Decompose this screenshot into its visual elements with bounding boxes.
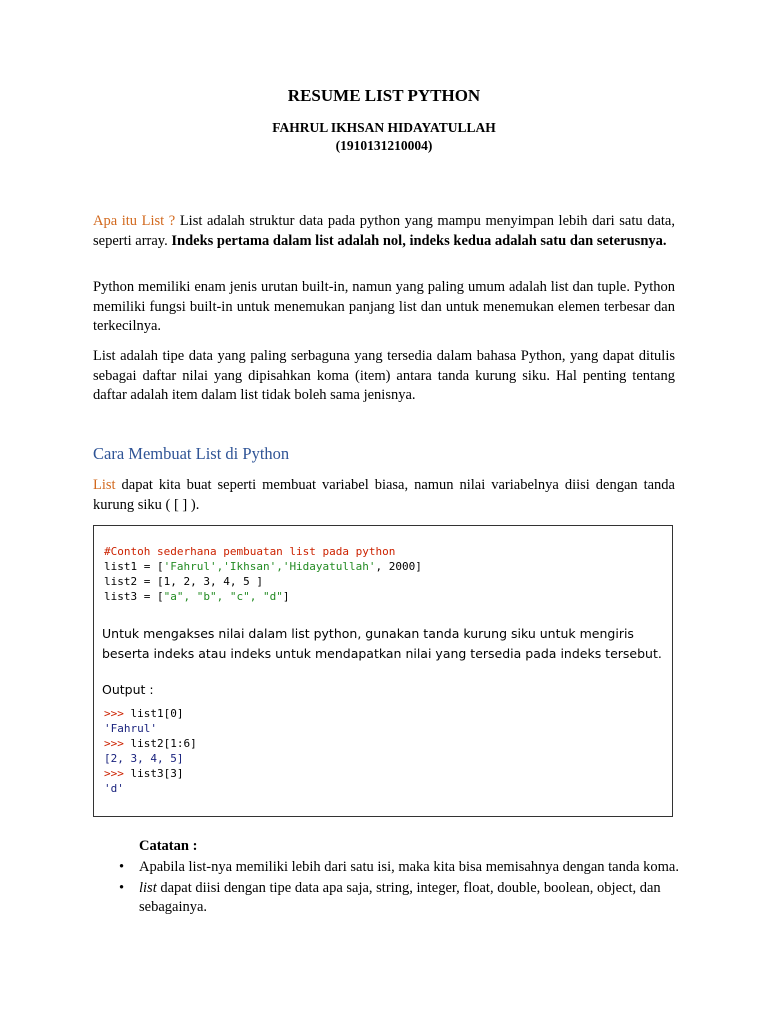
section-text: dapat kita buat seperti membuat variabel biasa, namun nilai variabelnya diisi dengan tanda kurung siku ( [ ] ). [93,477,675,513]
list-item: • list dapat diisi dengan tipe data apa saja, string, integer, float, double, boolean, object, dan sebagainya. [119,879,661,915]
notes-title: Catatan : [139,838,198,854]
author-name: FAHRUL IKHSAN HIDAYATULLAH [272,120,496,135]
output-line-2: 'Fahrul' [104,722,157,735]
output-line-1: >>> list1[0] [104,707,184,720]
bullet-icon: • [119,879,125,896]
code-output [104,706,197,796]
section-paragraph [93,476,675,515]
list-item: • Apabila list-nya memiliki lebih dari satu isi, maka kita bisa memisahnya dengan tanda koma. [119,858,679,878]
section-heading: Cara Membuat List di Python [93,444,290,463]
paragraph-builtin: Python memiliki enam jenis urutan built-in, namun yang paling umum adalah list dan tuple. Python memiliki fungsi built-in untuk menemukan panjang list dan untuk menemukan elemen terbesar dan terkecilnya. [93,279,675,334]
code-line-3: list3 = ["a", "b", "c", "d"] [104,590,290,603]
code-comment: #Contoh sederhana pembuatan list pada python [104,545,396,558]
code-line-1: list1 = ['Fahrul','Ikhsan','Hidayatullah', 2000] [104,560,422,573]
notes-list [119,858,679,919]
intro-text: List adalah struktur data pada python yang mampu menyimpan lebih dari satu data, seperti array. [93,213,675,249]
paragraph-datatype: List adalah tipe data yang paling serbaguna yang tersedia dalam bahasa Python, yang dapat ditulis sebagai daftar nilai yang dipisahkan koma (item) antara tanda kurung siku. Hal penting tentang daftar adalah item dalam list tidak boleh sama jenisnya. [93,348,675,403]
access-description: Untuk mengakses nilai dalam list python, gunakan tanda kurung siku untuk mengiris beserta indeks atau indeks untuk mendapatkan nilai yang tersedia pada indeks tersebut. [102,626,662,661]
output-line-5: >>> list3[3] [104,767,184,780]
section-lead: List [93,477,116,493]
document-title: RESUME LIST PYTHON [287,86,481,105]
intro-bold: Indeks pertama dalam list adalah nol, indeks kedua adalah satu dan seterusnya. [171,232,667,249]
code-example [104,544,422,604]
output-line-6: 'd' [104,782,124,795]
bullet-icon: • [119,859,125,875]
code-box [93,525,673,817]
intro-lead: Apa itu List ? [93,213,176,229]
code-line-2: list2 = [1, 2, 3, 4, 5 ] [104,575,263,588]
output-line-4: [2, 3, 4, 5] [104,752,184,765]
intro-paragraph [93,212,675,251]
output-label: Output : [102,682,154,697]
output-line-3: >>> list2[1:6] [104,737,197,750]
student-id: (1910131210004) [335,138,433,153]
